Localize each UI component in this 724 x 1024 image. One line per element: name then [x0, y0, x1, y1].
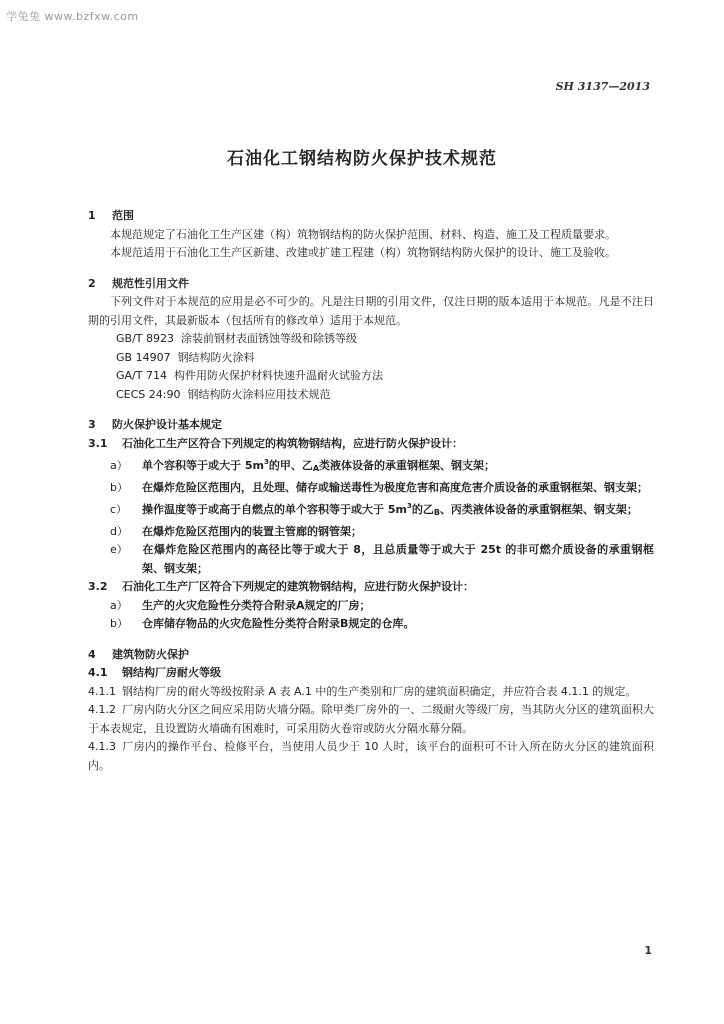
item-text: 单个容积等于或大于 5m [142, 459, 264, 472]
clause-4-1-3 [88, 738, 654, 775]
paragraph: 本规范适用于石油化工生产区新建、改建或扩建工程建（构）筑物钢结构防火保护的设计、施工及验收。 [110, 246, 616, 259]
item-text: 、丙类液体设备的承重钢框架、钢支架； [439, 503, 638, 516]
item-text: 在爆炸危险区范围内的高径比等于或大于 8，且总质量等于或大于 25t 的非可燃介质设备的承重钢框架、钢支架； [142, 543, 654, 575]
list-item [110, 497, 654, 523]
reference-code: CECS 24:90 [116, 387, 181, 401]
clause-text: 钢结构厂房耐火等级 [122, 666, 221, 679]
item-text: 类液体设备的承重钢框架、钢支架； [319, 459, 496, 472]
clause-3-1 [88, 435, 654, 454]
standard-code: SH 3137—2013 [555, 80, 650, 93]
clause-4-1-1 [88, 683, 654, 702]
section-title: 规范性引用文件 [112, 276, 189, 290]
page-number: 1 [644, 944, 652, 957]
clause-number: 4.1 [88, 666, 108, 679]
clause-3-2 [88, 578, 654, 597]
item-marker: b） [110, 617, 128, 630]
list-item [110, 541, 654, 578]
document-title: 石油化工钢结构防火保护技术规范 [227, 149, 497, 169]
clause-4-1-2 [88, 701, 654, 738]
section-1-heading [88, 207, 654, 226]
clause-text: 厂房内防火分区之间应采用防火墙分隔。除甲类厂房外的一、二级耐火等级厂房，当其防火分区的建筑面积大于本表规定，且设置防火墙确有困难时，可采用防火卷帘或防火分隔水幕分隔。 [88, 703, 654, 735]
item-text: 在爆炸危险区范围内的装置主管廊的钢管架； [142, 524, 362, 538]
section-3-heading [88, 416, 654, 435]
list-item [110, 453, 654, 479]
item-marker: e） [110, 543, 128, 556]
clause-number: 3.2 [88, 580, 108, 593]
reference-name: 涂装前钢材表面锈蚀等级和除锈等级 [181, 332, 357, 345]
list-item [110, 597, 654, 616]
watermark: 学兔兔 www.bzfxw.com [6, 10, 139, 23]
clause-number: 4.1.2 [88, 703, 116, 716]
reference-name: 钢结构防火涂料 [177, 350, 255, 364]
item-text: 仓库储存物品的火灾危险性分类符合附录B规定的仓库。 [142, 617, 415, 630]
reference-item [116, 349, 654, 368]
superscript: 3 [406, 502, 412, 510]
list-item [110, 523, 654, 542]
item-text: 操作温度等于或高于自燃点的单个容积等于或大于 5m [142, 503, 407, 516]
reference-code: GB 14907 [116, 350, 171, 364]
reference-code: GA/T 714 [116, 369, 167, 382]
list-item [110, 615, 654, 634]
section-title: 防火保护设计基本规定 [112, 418, 222, 431]
item-text: 的甲、乙 [268, 459, 313, 472]
item-text: 生产的火灾危险性分类符合附录A规定的厂房； [142, 598, 371, 612]
section-number: 1 [88, 209, 96, 222]
paragraph: 本规范规定了石油化工生产区建（构）筑物钢结构的防火保护范围、材料、构造、施工及工程质量要求。 [110, 227, 616, 241]
item-text: 的乙 [411, 503, 434, 516]
reference-item [116, 386, 654, 405]
section-title: 建筑物防火保护 [112, 647, 189, 661]
subscript: B [433, 508, 440, 517]
document-body [88, 207, 654, 775]
reference-name: 钢结构防火涂料应用技术规范 [187, 387, 331, 401]
clause-number: 4.1.3 [88, 740, 116, 753]
item-marker: a） [110, 598, 128, 612]
section-number: 3 [88, 418, 96, 431]
clause-number: 3.1 [88, 436, 108, 450]
item-marker: c） [110, 503, 128, 516]
item-marker: a） [110, 459, 128, 472]
clause-number: 4.1.1 [88, 684, 116, 698]
section-title: 范围 [112, 209, 134, 222]
item-marker: b） [110, 480, 128, 494]
reference-code: GB/T 8923 [116, 332, 174, 345]
subscript: A [312, 464, 320, 473]
clause-text: 厂房内的操作平台、检修平台，当使用人员少于 10 人时，该平台的面积可不计入所在防火分区的建筑面积内。 [88, 740, 654, 772]
clause-text: 钢结构厂房的耐火等级按附录 A 表 A.1 中的生产类别和厂房的建筑面积确定，并应符合表 4.1.1 的规定。 [122, 684, 637, 698]
superscript: 3 [263, 458, 269, 466]
section-2-heading [88, 275, 654, 294]
item-marker: d） [110, 524, 128, 538]
section-number: 2 [88, 276, 96, 290]
section-4-heading [88, 646, 654, 665]
reference-item [116, 330, 654, 349]
list-item [110, 479, 654, 498]
section-number: 4 [88, 647, 96, 661]
clause-4-1 [88, 664, 654, 683]
clause-text: 石油化工生产厂区符合下列规定的建筑物钢结构，应进行防火保护设计： [122, 580, 474, 593]
paragraph: 下列文件对于本规范的应用是必不可少的。凡是注日期的引用文件，仅注日期的版本适用于本规范。凡是不注日期的引用文件，其最新版本（包括所有的修改单）适用于本规范。 [88, 295, 654, 327]
reference-name: 构件用防火保护材料快速升温耐火试验方法 [173, 369, 383, 382]
reference-item [116, 367, 654, 386]
clause-text: 石油化工生产区符合下列规定的构筑物钢结构，应进行防火保护设计： [122, 436, 463, 450]
item-text: 在爆炸危险区范围内，且处理、储存或输送毒性为极度危害和高度危害介质设备的承重钢框架、钢支架； [142, 480, 648, 494]
